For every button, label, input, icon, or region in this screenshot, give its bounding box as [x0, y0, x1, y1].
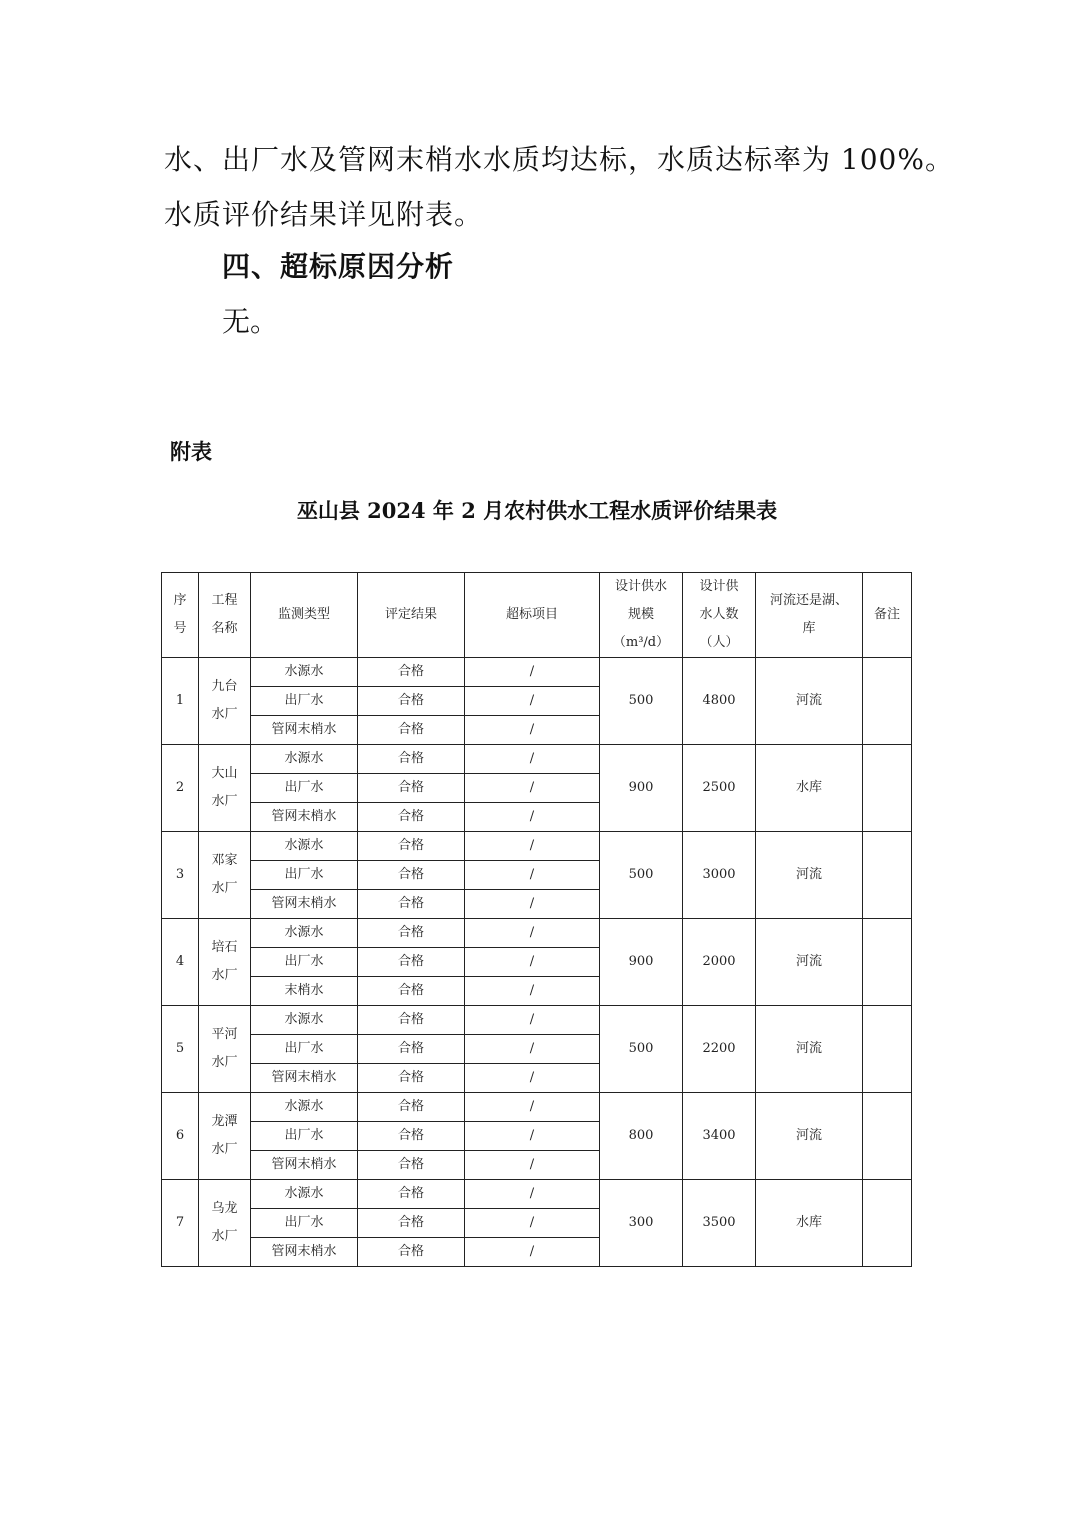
cell-monitor-type: 水源水: [251, 1006, 358, 1035]
cell-monitor-type: 水源水: [251, 1093, 358, 1122]
cell-water-source: 河流: [756, 658, 863, 745]
cell-exceed-items: /: [465, 890, 600, 919]
header-result: 评定结果: [358, 573, 465, 658]
project-name-line: 平河: [211, 1027, 238, 1042]
cell-design-population: 3500: [683, 1180, 756, 1267]
cell-exceed-items: /: [465, 687, 600, 716]
table-row: [162, 1180, 912, 1209]
cell-no: 3: [162, 832, 199, 919]
cell-monitor-type: 管网末梢水: [251, 1151, 358, 1180]
cell-design-scale: 900: [600, 745, 683, 832]
cell-note: [863, 919, 912, 1006]
header-source: [756, 573, 863, 658]
cell-exceed-items: /: [465, 1035, 600, 1064]
body-paragraph-line-1: 水、出厂水及管网末梢水水质均达标，水质达标率为 100%。: [164, 143, 954, 176]
cell-project-name: [199, 832, 251, 919]
table-row: [162, 658, 912, 687]
project-name-line: 水厂: [211, 794, 238, 809]
header-no-line: 号: [173, 621, 187, 636]
table-row: [162, 745, 912, 774]
cell-water-source: 水库: [756, 745, 863, 832]
cell-exceed-items: /: [465, 1006, 600, 1035]
cell-note: [863, 745, 912, 832]
header-no-line: 序: [173, 593, 187, 608]
cell-exceed-items: /: [465, 774, 600, 803]
cell-water-source: 河流: [756, 832, 863, 919]
header-type: 监测类型: [251, 573, 358, 658]
project-name-line: 水厂: [211, 707, 238, 722]
cell-no: 2: [162, 745, 199, 832]
table-row: [162, 832, 912, 861]
cell-result: 合格: [358, 890, 465, 919]
cell-exceed-items: /: [465, 803, 600, 832]
cell-exceed-items: /: [465, 745, 600, 774]
cell-no: 6: [162, 1093, 199, 1180]
table-row: [162, 1093, 912, 1122]
cell-result: 合格: [358, 1238, 465, 1267]
cell-result: 合格: [358, 861, 465, 890]
project-name-line: 邓家: [211, 853, 238, 868]
cell-design-scale: 500: [600, 658, 683, 745]
cell-monitor-type: 管网末梢水: [251, 803, 358, 832]
cell-design-scale: 500: [600, 1006, 683, 1093]
table-header-row: [162, 573, 912, 658]
cell-design-scale: 300: [600, 1180, 683, 1267]
cell-result: 合格: [358, 774, 465, 803]
table-title: 巫山县 2024 年 2 月农村供水工程水质评价结果表: [296, 498, 778, 523]
cell-result: 合格: [358, 687, 465, 716]
header-scale-line: （m³/d）: [612, 635, 670, 650]
header-scale-line: 规模: [627, 607, 654, 622]
cell-exceed-items: /: [465, 1093, 600, 1122]
cell-result: 合格: [358, 1180, 465, 1209]
cell-monitor-type: 出厂水: [251, 687, 358, 716]
cell-project-name: [199, 919, 251, 1006]
cell-design-population: 2000: [683, 919, 756, 1006]
cell-exceed-items: /: [465, 658, 600, 687]
cell-result: 合格: [358, 745, 465, 774]
table-row: [162, 919, 912, 948]
project-name-line: 水厂: [211, 1055, 238, 1070]
project-name-line: 水厂: [211, 1229, 238, 1244]
cell-note: [863, 1006, 912, 1093]
cell-result: 合格: [358, 1093, 465, 1122]
cell-design-scale: 500: [600, 832, 683, 919]
cell-exceed-items: /: [465, 1209, 600, 1238]
cell-design-population: 4800: [683, 658, 756, 745]
cell-project-name: [199, 1006, 251, 1093]
header-scale-line: 设计供水: [614, 579, 667, 594]
header-source-line: 河流还是湖、: [769, 593, 848, 608]
cell-result: 合格: [358, 1151, 465, 1180]
cell-design-scale: 900: [600, 919, 683, 1006]
cell-note: [863, 1180, 912, 1267]
header-pop: [683, 573, 756, 658]
cell-exceed-items: /: [465, 1151, 600, 1180]
project-name-line: 大山: [211, 766, 238, 781]
cell-exceed-items: /: [465, 1238, 600, 1267]
cell-monitor-type: 管网末梢水: [251, 1238, 358, 1267]
cell-result: 合格: [358, 1035, 465, 1064]
header-source-line: 库: [802, 621, 816, 636]
header-note: 备注: [863, 573, 912, 658]
cell-no: 5: [162, 1006, 199, 1093]
project-name-line: 水厂: [211, 1142, 238, 1157]
cell-no: 7: [162, 1180, 199, 1267]
cell-exceed-items: /: [465, 977, 600, 1006]
cell-monitor-type: 管网末梢水: [251, 1064, 358, 1093]
cell-design-scale: 800: [600, 1093, 683, 1180]
cell-design-population: 3000: [683, 832, 756, 919]
body-paragraph-line-2: 水质评价结果详见附表。: [164, 198, 484, 231]
cell-exceed-items: /: [465, 1122, 600, 1151]
cell-monitor-type: 水源水: [251, 919, 358, 948]
header-exceed: 超标项目: [465, 573, 600, 658]
header-pop-line: 设计供: [699, 579, 739, 594]
cell-exceed-items: /: [465, 948, 600, 977]
cell-project-name: [199, 1093, 251, 1180]
cell-result: 合格: [358, 977, 465, 1006]
header-name: [199, 573, 251, 658]
cell-project-name: [199, 1180, 251, 1267]
cell-result: 合格: [358, 948, 465, 977]
cell-exceed-items: /: [465, 861, 600, 890]
section-text: 无。: [222, 305, 279, 338]
cell-result: 合格: [358, 658, 465, 687]
header-scale: [600, 573, 683, 658]
cell-monitor-type: 出厂水: [251, 948, 358, 977]
cell-design-population: 2500: [683, 745, 756, 832]
cell-result: 合格: [358, 1209, 465, 1238]
cell-exceed-items: /: [465, 1180, 600, 1209]
cell-monitor-type: 管网末梢水: [251, 716, 358, 745]
project-name-line: 九台: [211, 679, 238, 694]
cell-result: 合格: [358, 832, 465, 861]
project-name-line: 龙潭: [211, 1114, 238, 1129]
cell-water-source: 河流: [756, 1006, 863, 1093]
cell-monitor-type: 水源水: [251, 1180, 358, 1209]
project-name-line: 培石: [211, 940, 238, 955]
cell-monitor-type: 水源水: [251, 658, 358, 687]
cell-note: [863, 1093, 912, 1180]
project-name-line: 乌龙: [211, 1201, 238, 1216]
cell-result: 合格: [358, 1122, 465, 1151]
cell-project-name: [199, 745, 251, 832]
project-name-line: 水厂: [211, 968, 238, 983]
cell-exceed-items: /: [465, 832, 600, 861]
results-table: [161, 572, 912, 1267]
cell-monitor-type: 出厂水: [251, 774, 358, 803]
header-name-line: 工程: [211, 593, 238, 608]
header-pop-line: （人）: [699, 635, 739, 650]
cell-no: 4: [162, 919, 199, 1006]
cell-note: [863, 832, 912, 919]
appendix-label: 附表: [170, 440, 212, 464]
cell-water-source: 河流: [756, 1093, 863, 1180]
header-pop-line: 水人数: [699, 607, 739, 622]
cell-result: 合格: [358, 803, 465, 832]
cell-monitor-type: 出厂水: [251, 1035, 358, 1064]
cell-result: 合格: [358, 1006, 465, 1035]
cell-monitor-type: 末梢水: [251, 977, 358, 1006]
cell-monitor-type: 出厂水: [251, 861, 358, 890]
section-heading: 四、超标原因分析: [222, 250, 455, 283]
cell-result: 合格: [358, 1064, 465, 1093]
cell-monitor-type: 水源水: [251, 832, 358, 861]
header-name-line: 名称: [211, 621, 238, 636]
cell-project-name: [199, 658, 251, 745]
cell-exceed-items: /: [465, 919, 600, 948]
cell-exceed-items: /: [465, 716, 600, 745]
cell-no: 1: [162, 658, 199, 745]
cell-monitor-type: 出厂水: [251, 1122, 358, 1151]
cell-design-population: 2200: [683, 1006, 756, 1093]
header-no: [162, 573, 199, 658]
cell-monitor-type: 水源水: [251, 745, 358, 774]
table-row: [162, 1006, 912, 1035]
cell-note: [863, 658, 912, 745]
cell-exceed-items: /: [465, 1064, 600, 1093]
cell-monitor-type: 出厂水: [251, 1209, 358, 1238]
cell-monitor-type: 管网末梢水: [251, 890, 358, 919]
project-name-line: 水厂: [211, 881, 238, 896]
cell-result: 合格: [358, 919, 465, 948]
cell-water-source: 河流: [756, 919, 863, 1006]
cell-design-population: 3400: [683, 1093, 756, 1180]
cell-water-source: 水库: [756, 1180, 863, 1267]
cell-result: 合格: [358, 716, 465, 745]
